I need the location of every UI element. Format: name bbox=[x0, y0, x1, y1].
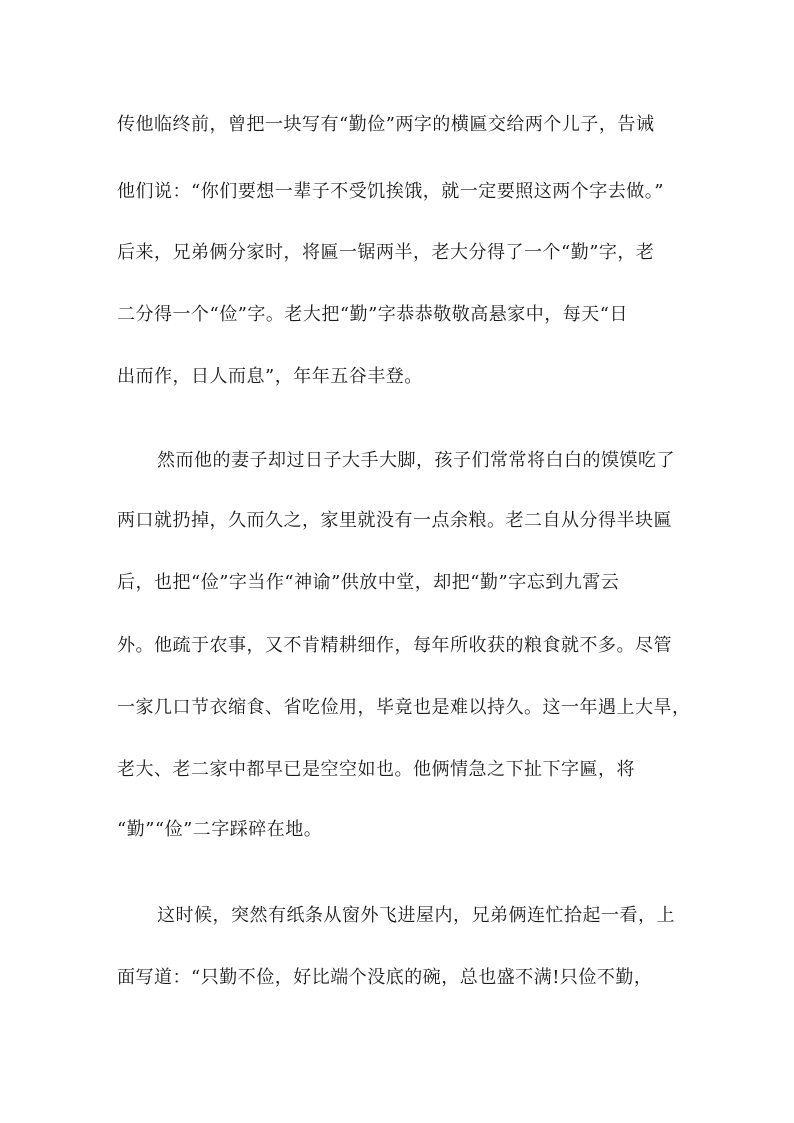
text-line: 老大、老二家中都早已是空空如也。他俩情急之下扯下字匾，将 bbox=[117, 759, 635, 780]
text-line: “勤”“俭”二字踩碎在地。 bbox=[117, 819, 323, 840]
text-line: 他们说：“你们要想一辈子不受饥挨饿，就一定要照这两个字去做。” bbox=[117, 181, 664, 202]
text-line: 面写道：“只勤不俭，好比端个没底的碗，总也盛不满!只俭不勤， bbox=[117, 967, 653, 988]
text-line: 二分得一个“俭”字。老大把“勤”字恭恭敬敬高悬家中，每天“日 bbox=[117, 304, 629, 325]
paragraph-first-line: 然而他的妻子却过日子大手大脚，孩子们常常将白白的馍馍吃了 bbox=[157, 450, 675, 471]
text-line: 后，也把“俭”字当作“神谕”供放中堂，却把“勤”字忘到九霄云 bbox=[117, 572, 620, 593]
paragraph-first-line: 这时候，突然有纸条从窗外飞进屋内，兄弟俩连忙拾起一看，上 bbox=[157, 905, 675, 926]
text-line: 后来，兄弟俩分家时，将匾一锯两半，老大分得了一个“勤”字，老 bbox=[117, 242, 655, 263]
text-line: 外。他疏于农事，又不肯精耕细作，每年所收获的粮食就不多。尽管 bbox=[117, 635, 672, 656]
text-line: 一家几口节衣缩食、省吃俭用，毕竟也是难以持久。这一年遇上大旱， bbox=[117, 697, 691, 718]
text-line: 传他临终前，曾把一块写有“勤俭”两字的横匾交给两个儿子，告诫 bbox=[117, 114, 655, 135]
text-line: 出而作，日人而息”，年年五谷丰登。 bbox=[117, 366, 423, 387]
text-line: 两口就扔掉，久而久之，家里就没有一点余粮。老二自从分得半块匾 bbox=[117, 510, 672, 531]
